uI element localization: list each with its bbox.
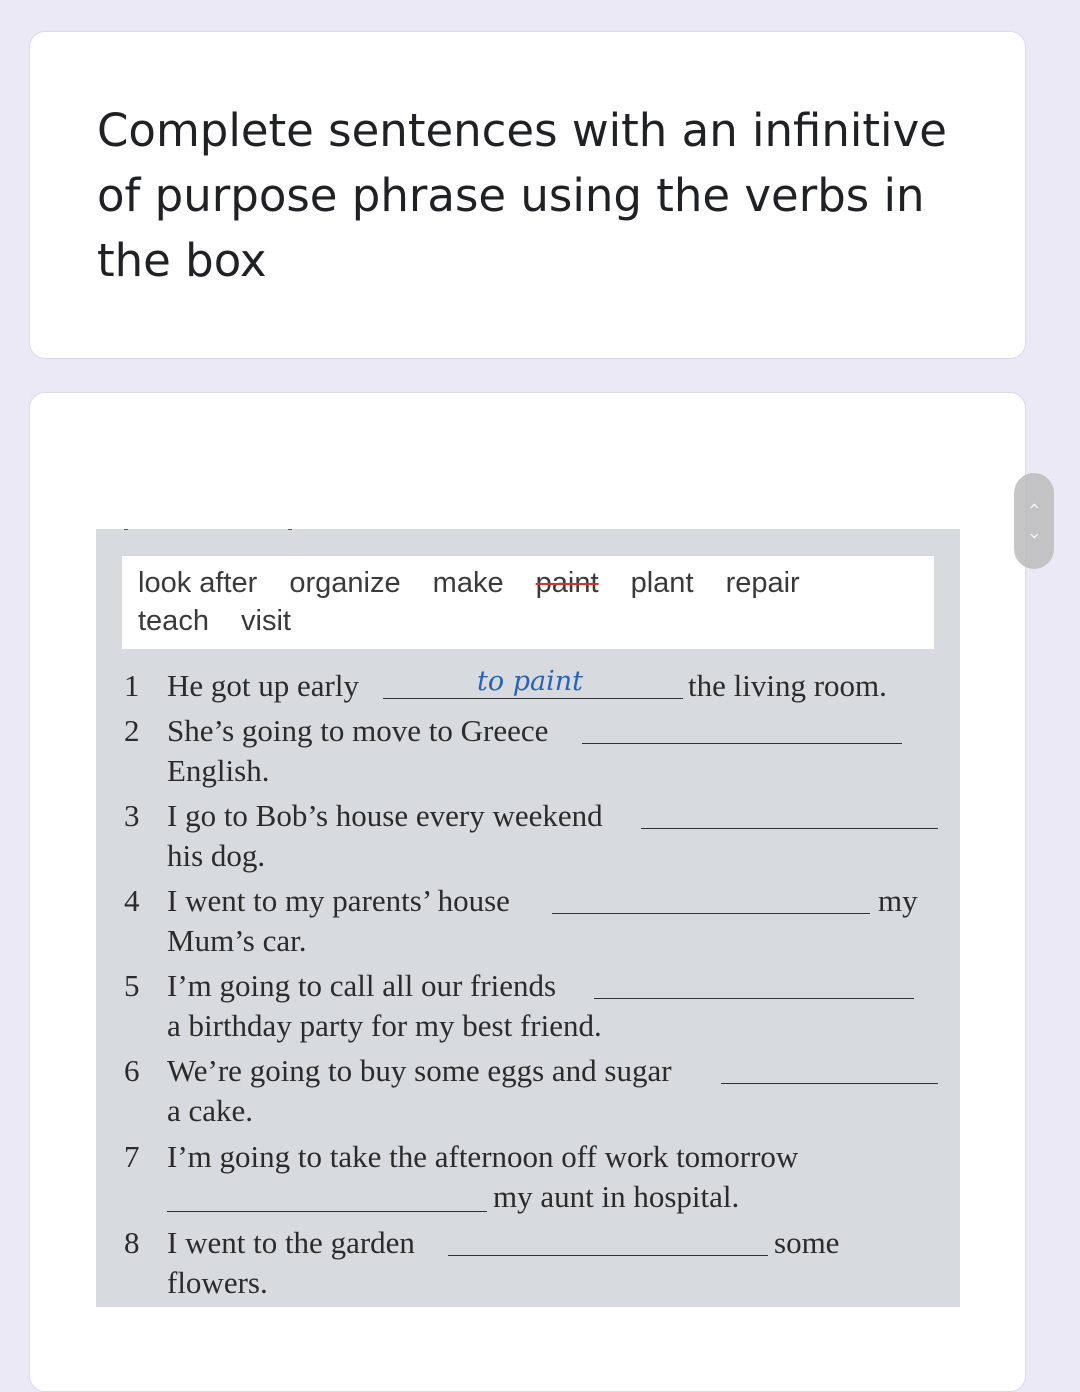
- item-text: I went to my parents’ house: [167, 883, 510, 918]
- answer-blank: [582, 743, 902, 744]
- word-box-item-crossed-out: paint: [535, 567, 599, 599]
- item-text: He got up early: [167, 668, 359, 703]
- question-title: Complete sentences with an infinitive of purpose phrase using the verbs in the box: [97, 104, 947, 287]
- exercise-item-7: [96, 1137, 960, 1217]
- cropped-heading-remnant: [96, 529, 960, 539]
- item-text-end: the living room.: [688, 668, 887, 703]
- item-text-end: my: [878, 883, 918, 918]
- item-text: I’m going to call all our friends: [167, 968, 557, 1003]
- item-text-line2: English.: [167, 753, 270, 788]
- word-box-item: repair: [725, 567, 800, 599]
- answer-blank: [552, 913, 870, 914]
- chevron-down-icon[interactable]: ›: [1024, 532, 1045, 540]
- handwritten-answer: to paint: [477, 666, 583, 697]
- verb-word-box: [122, 556, 934, 649]
- answer-blank: [448, 1255, 768, 1256]
- item-text-line2: his dog.: [167, 838, 266, 873]
- exercise-item-4: [96, 881, 960, 961]
- item-number: 6: [124, 1053, 140, 1088]
- item-text-line2: flowers.: [167, 1265, 268, 1300]
- item-text: She’s going to move to Greece: [167, 713, 549, 748]
- item-text: I went to the garden: [167, 1225, 415, 1260]
- exercise-item-6: [96, 1051, 960, 1131]
- item-number: 4: [124, 883, 140, 918]
- word-box-item: visit: [241, 605, 291, 637]
- exercise-item-1: [96, 666, 960, 706]
- item-number: 5: [124, 968, 140, 1003]
- item-text-line2: my aunt in hospital.: [493, 1179, 740, 1214]
- word-box-item: teach: [138, 605, 209, 637]
- item-number: 2: [124, 713, 140, 748]
- answer-blank: [641, 828, 938, 829]
- item-text: I’m going to take the afternoon off work tomorrow: [167, 1139, 799, 1174]
- item-number: 8: [124, 1225, 140, 1260]
- word-box-item: look after: [138, 567, 258, 599]
- chevron-up-icon[interactable]: ‹: [1024, 502, 1045, 510]
- image-scroll-control[interactable]: [1014, 473, 1054, 569]
- item-text: We’re going to buy some eggs and sugar: [167, 1053, 672, 1088]
- item-text-line2: a cake.: [167, 1093, 254, 1128]
- item-number: 1: [124, 668, 140, 703]
- exercise-item-8: [96, 1223, 960, 1303]
- answer-blank: [167, 1211, 487, 1212]
- exercise-item-5: [96, 966, 960, 1046]
- exercise-item-3: [96, 796, 960, 876]
- answer-blank: [721, 1083, 938, 1084]
- word-box-item: make: [432, 567, 504, 599]
- exercise-item-2: [96, 711, 960, 791]
- item-text-line2: a birthday party for my best friend.: [167, 1008, 602, 1043]
- item-text-end: some: [774, 1225, 840, 1260]
- item-number: 7: [124, 1139, 140, 1174]
- answer-blank: [594, 998, 914, 999]
- item-text: I go to Bob’s house every weekend: [167, 798, 603, 833]
- item-text-line2: Mum’s car.: [167, 923, 307, 958]
- question-title-card: [29, 31, 1026, 359]
- word-box-item: organize: [289, 567, 401, 599]
- worksheet-image: [96, 529, 960, 1307]
- word-box-item: plant: [630, 567, 694, 599]
- item-number: 3: [124, 798, 140, 833]
